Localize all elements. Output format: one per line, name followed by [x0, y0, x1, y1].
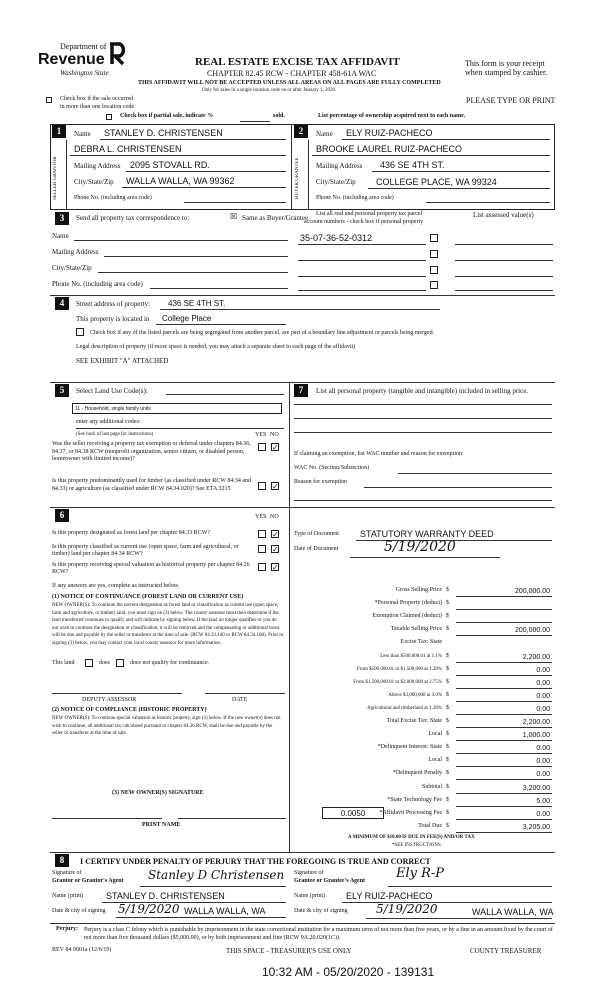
tax-row-value[interactable]: 0.00: [536, 745, 550, 752]
buyer-name-1[interactable]: ELY RUIZ-PACHECO: [346, 128, 433, 138]
tax-row-value[interactable]: 0.00: [536, 771, 550, 778]
seller-name-1[interactable]: STANLEY D. CHRISTENSEN: [104, 128, 223, 138]
legal-description[interactable]: SEE EXHIBIT "A" ATTACHED: [76, 357, 169, 365]
tax-row-currency: $: [446, 718, 449, 724]
seller-mailing[interactable]: 2095 STOVALL RD.: [130, 160, 210, 170]
tax-row-label: *Personal Property (deduct): [374, 600, 442, 606]
tax-row-label: Local: [428, 731, 442, 737]
buyer-phone-label: Phone No. (including area code): [316, 195, 394, 201]
tax-row-currency: $: [446, 784, 449, 790]
receipt-note-1: This form is your receipt: [465, 59, 545, 68]
agency-state: Washington State: [60, 69, 109, 77]
tax-row-value[interactable]: 0.00: [536, 693, 550, 700]
tax-row-currency: $: [446, 705, 449, 711]
s6-q1-no[interactable]: ✓: [272, 530, 279, 539]
tax-row-label: Gross Selling Price: [395, 587, 442, 593]
form-title: REAL ESTATE EXCISE TAX AFFIDAVIT: [195, 56, 400, 68]
tax-row-currency: $: [446, 797, 449, 803]
document-type[interactable]: STATUTORY WARRANTY DEED: [360, 529, 494, 539]
s5-q2-no[interactable]: ✓: [272, 482, 279, 491]
buyer-city[interactable]: COLLEGE PLACE, WA 99324: [376, 177, 497, 187]
tax-row-label: *Delinquent Penalty: [392, 770, 442, 776]
tax-row-currency: $: [446, 679, 449, 685]
tax-row-label: *Delinquent Interest: State: [377, 744, 442, 750]
local-rate[interactable]: 0.0050: [322, 807, 384, 819]
section-7-number: 7: [294, 384, 308, 397]
section-3-number: 3: [55, 212, 69, 225]
multi-loc-2: in more than one location code.: [60, 104, 136, 110]
type-or-print: PLEASE TYPE OR PRINT: [466, 96, 556, 105]
tax-row-currency: $: [446, 692, 449, 698]
tax-row-currency: $: [446, 823, 449, 829]
land-use-code[interactable]: 11 - Household, single family units: [72, 403, 282, 414]
tax-row-currency: $: [446, 653, 449, 659]
grantor-signature[interactable]: Stanley D Christensen: [148, 868, 285, 882]
tax-row-value[interactable]: 3,200.00: [522, 785, 550, 792]
parcel-number-1[interactable]: 35-07-36-52-0312: [300, 233, 373, 243]
s5-q1-no[interactable]: ✓: [272, 443, 279, 452]
partial-sale-2: sold.: [273, 113, 285, 119]
perjury-text: Perjury is a class C felony which is punishable by imprisonment in the state correctional institution for a maximum term of not more than five years, or by a fine in an amount fixed by the court of not more than five thousand dollars ($5,000.00), or by both imprisonment and fine (RCW 9A.20.020(1C)).: [84, 927, 553, 941]
tax-row-label: From $1,500,000.01 to $3,000,000 at 2.75%: [353, 680, 442, 685]
buyer-name-2[interactable]: BROOKE LAUREL RUIZ-PACHECO: [316, 144, 463, 154]
segregated-checkbox[interactable]: [76, 328, 84, 336]
tax-row-label: *Affidavit Processing Fee: [379, 810, 442, 816]
grantee-sign-city[interactable]: WALLA WALLA, WA: [472, 907, 554, 917]
form-warning: THIS AFFIDAVIT WILL NOT BE ACCEPTED UNLESS ALL AREAS ON ALL PAGES ARE FULLY COMPLETED: [138, 80, 441, 86]
personal-property-checkbox-2[interactable]: [430, 250, 438, 258]
partial-sale-checkbox[interactable]: [106, 114, 112, 120]
multi-loc-1: Check box if the sale occurred: [60, 96, 134, 102]
property-street[interactable]: 436 SE 4TH ST.: [168, 299, 226, 308]
tax-row-value[interactable]: 2,200.00: [522, 719, 550, 726]
same-as-buyer-checkbox[interactable]: ☒: [230, 212, 238, 221]
partial-sale-1: Check box if partial sale, indicate %: [120, 113, 214, 119]
section-4-number: 4: [55, 297, 69, 310]
tax-row-label: Subtotal: [421, 784, 442, 790]
tax-row-value[interactable]: 5.00: [536, 798, 550, 805]
receipt-note-2: when stamped by cashier.: [465, 68, 548, 77]
buyer-side-label: BUYER GRANTEE: [295, 157, 300, 199]
tax-row-value[interactable]: 0.00: [536, 680, 550, 687]
form-only-for: Only for sales in a single location code on or after January 1, 2020.: [202, 88, 337, 93]
tax-row-value[interactable]: 200,000.00: [514, 588, 550, 595]
list-pct: List percentage of ownership acquired next to each name.: [318, 113, 466, 119]
tax-row-value[interactable]: 0.00: [536, 667, 550, 674]
revenue-logo-icon: [106, 40, 128, 66]
tax-row-label: Above $3,000,000 at 3.0%: [388, 693, 442, 698]
section-1-number: 1: [52, 125, 66, 138]
seller-side-label: SELLER GRANTOR: [53, 156, 58, 200]
county-treasurer: COUNTY TREASURER: [470, 947, 542, 955]
tax-row-currency: $: [446, 810, 449, 816]
tax-row-label: Exemption Claimed (deduct): [372, 613, 442, 619]
tax-row-value[interactable]: 2,200.00: [522, 654, 550, 661]
treasurer-use: THIS SPACE - TREASURER'S USE ONLY: [226, 947, 352, 955]
s5-q1-yes[interactable]: [258, 443, 266, 451]
tax-row-label: Agricultural and timberland at 1.28%: [367, 706, 442, 711]
tax-row-currency: $: [446, 587, 449, 593]
s6-q2-yes[interactable]: [258, 545, 266, 553]
agency-line1: Department of: [60, 42, 107, 51]
s5-q2-yes[interactable]: [258, 482, 266, 490]
tax-row-label: Less than $500,000.01 at 1.1%: [380, 654, 442, 659]
multi-location-checkbox[interactable]: [46, 97, 52, 103]
form-subtitle: CHAPTER 82.45 RCW - CHAPTER 458-61A WAC: [207, 69, 377, 78]
form-id: REV 84 0001a (12/6/19): [52, 947, 112, 953]
section-5-number: 5: [55, 384, 69, 397]
tax-row-label: Excise Tax: State: [400, 639, 442, 645]
tax-row-label: Total Excise Tax: State: [386, 718, 442, 724]
tax-row-currency: $: [446, 731, 449, 737]
tax-row-currency: $: [446, 626, 449, 632]
section-2-number: 2: [294, 125, 308, 138]
tax-row-currency: $: [446, 757, 449, 763]
seller-name-2[interactable]: DEBRA L. CHRISTENSEN: [74, 144, 182, 154]
property-location[interactable]: College Place: [162, 314, 212, 323]
s6-q2-no[interactable]: ✓: [272, 545, 279, 554]
s6-q3-no[interactable]: ✓: [272, 563, 279, 572]
received-stamp: 10:32 AM - 05/20/2020 - 139131: [262, 965, 435, 979]
grantee-signature[interactable]: Ely R-P: [396, 866, 445, 881]
send-correspondence-label: Send all property tax correspondence to:: [76, 214, 190, 222]
tax-row-value[interactable]: 0.00: [536, 758, 550, 765]
tax-row-currency: $: [446, 600, 449, 606]
tax-row-currency: $: [446, 666, 449, 672]
grantee-print-name[interactable]: ELY RUIZ-PACHECO: [346, 891, 433, 901]
land-does-checkbox[interactable]: [85, 659, 93, 667]
personal-property-checkbox-4[interactable]: [430, 281, 438, 289]
tax-row-label: From $500,000.01 to $1,500,000 at 1.28%: [357, 667, 442, 672]
tax-row-label: *State Technology Fee: [387, 797, 442, 803]
tax-row-label: Local: [428, 757, 442, 763]
tax-row-currency: $: [446, 744, 449, 750]
tax-row-currency: $: [446, 613, 449, 619]
tax-row-value[interactable]: 0.00: [536, 706, 550, 713]
s6-q3-yes[interactable]: [258, 563, 266, 571]
seller-phone-label: Phone No. (including area code): [74, 195, 152, 201]
tax-row-value[interactable]: 3,205.00: [522, 824, 550, 831]
tax-row-label: Taxable Selling Price: [390, 626, 442, 632]
land-does-not-checkbox[interactable]: [116, 659, 124, 667]
s6-q1-yes[interactable]: [258, 530, 266, 538]
grantor-sign-city[interactable]: WALLA WALLA, WA: [184, 906, 266, 916]
agency-name: Revenue: [38, 51, 105, 68]
grantor-sign-date[interactable]: 5/19/2020: [118, 902, 180, 916]
tax-row-value[interactable]: 1,000.00: [522, 732, 550, 739]
personal-property-checkbox-3[interactable]: [430, 266, 438, 274]
tax-row-currency: $: [446, 770, 449, 776]
tax-row-value[interactable]: 200,000.00: [514, 627, 550, 634]
grantee-sign-date[interactable]: 5/19/2020: [376, 902, 438, 916]
seller-city[interactable]: WALLA WALLA, WA 99362: [126, 176, 235, 186]
tax-row-label: Total Due: [418, 823, 442, 829]
section-8-number: 8: [55, 854, 69, 867]
document-date[interactable]: 5/19/2020: [384, 539, 456, 555]
grantor-print-name[interactable]: STANLEY D. CHRISTENSEN: [106, 891, 225, 901]
buyer-mailing[interactable]: 436 SE 4TH ST.: [380, 160, 445, 170]
section-6-number: 6: [55, 509, 69, 522]
personal-property-checkbox-1[interactable]: [430, 234, 438, 242]
tax-row-value[interactable]: 0.00: [536, 811, 550, 818]
